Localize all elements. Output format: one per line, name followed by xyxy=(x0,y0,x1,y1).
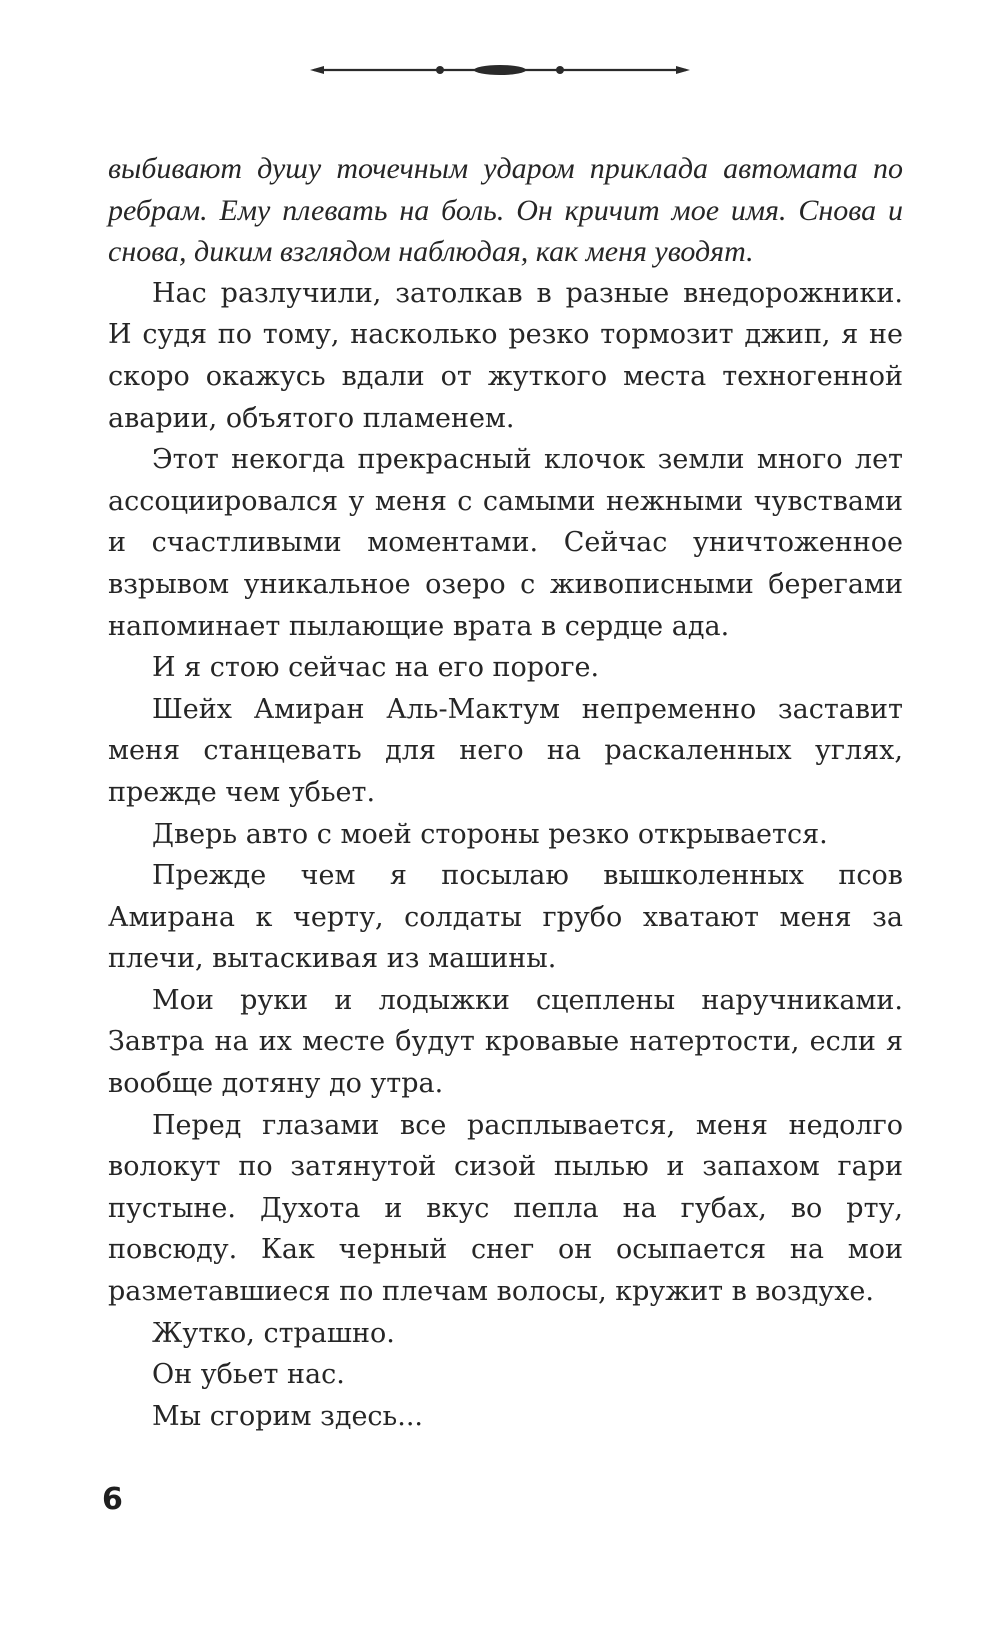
paragraph-9: Перед глазами все расплывается, меня недолго волокут по затянутой сизой пылью и запахом гари пустыне. Духота и вкус пепла на губах, во рту, повсюду. Как черный снег он осыпается на мои разметавшиеся по плечам волосы, кружит в воздухе. xyxy=(108,1109,903,1308)
paragraph-8: Мои руки и лодыжки сцеплены наручниками. Завтра на их месте будут кровавые натертости, если я вообще дотяну до утра. xyxy=(108,984,903,1100)
paragraph-5: Шейх Амиран Аль-Мактум непременно заставит меня станцевать для него на раскаленных углях, прежде чем убьет. xyxy=(108,693,903,808)
paragraph-11: Он убьет нас. xyxy=(152,1359,345,1391)
page-text xyxy=(108,148,903,1437)
paragraph-1: выбивают душу точечным ударом приклада автомата по ребрам. Ему плевать на боль. Он кричит мое имя. Снова и снова, диким взглядом наблюдая, как меня уводят. xyxy=(108,152,903,269)
paragraph-7: Прежде чем я посылаю вышколенных псов Амирана к черту, солдаты грубо хватают меня за плечи, вытаскивая из машины. xyxy=(108,860,903,975)
paragraph-6: Дверь авто с моей стороны резко открывается. xyxy=(152,818,828,850)
paragraph-2: Нас разлучили, затолкав в разные внедорожники. И судя по тому, насколько резко тормозит джип, я не скоро окажусь вдали от жуткого места техногенной аварии, объятого пламенем. xyxy=(108,277,903,434)
ornament-divider xyxy=(310,58,690,82)
paragraph-4: И я стою сейчас на его пороге. xyxy=(152,652,600,684)
paragraph-12: Мы сгорим здесь... xyxy=(152,1400,424,1432)
page-number: 6 xyxy=(102,1482,123,1517)
paragraph-3: Этот некогда прекрасный клочок земли много лет ассоциировался у меня с самыми нежными чувствами и счастливыми моментами. Сейчас уничтоженное взрывом уникальное озеро с живописными берегами напоминает пылающие врата в сердце ада. xyxy=(108,444,903,642)
paragraph-10: Жутко, страшно. xyxy=(152,1317,395,1349)
